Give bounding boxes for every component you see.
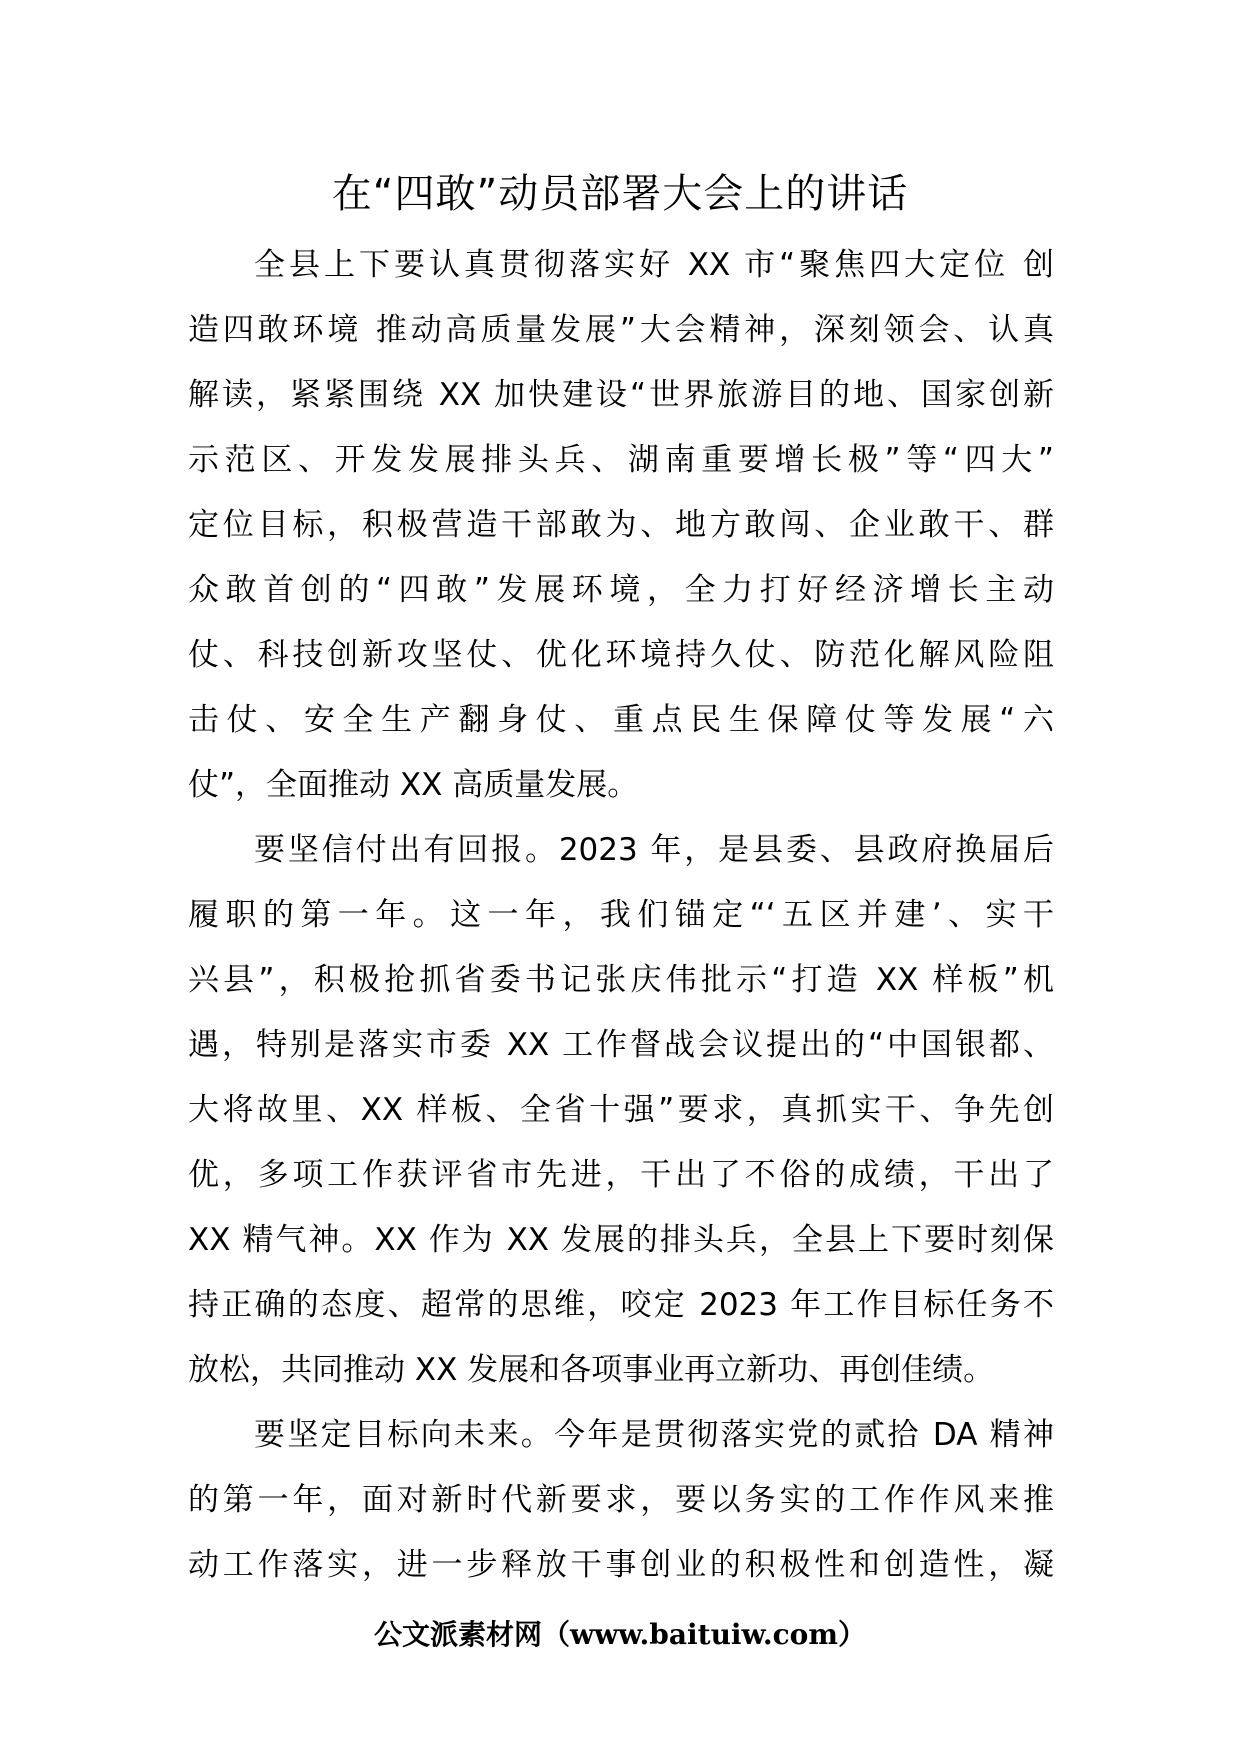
- text-line: 击仗、安全生产翻身仗、重点民生保障仗等发展“六: [188, 702, 1054, 738]
- footer-watermark: 公文派素材网（www.baituiw.com）: [374, 1618, 866, 1651]
- text-line: 的第一年，面对新时代新要求，要以务实的工作作风来推: [188, 1482, 1054, 1518]
- text-line: 放松，共同推动 XX 发展和各项事业再立新功、再创佳绩。: [188, 1352, 995, 1388]
- text-line: 动工作落实，进一步释放干事创业的积极性和创造性，凝: [188, 1547, 1054, 1583]
- text-line: 大将故里、XX 样板、全省十强”要求，真抓实干、争先创: [188, 1092, 1054, 1128]
- text-line: 优，多项工作获评省市先进，干出了不俗的成绩，干出了: [188, 1157, 1054, 1193]
- paragraph-3: [188, 1403, 1054, 1598]
- document-title: 在“四敢”动员部署大会上的讲话: [331, 171, 909, 217]
- text-line: 兴县”，积极抢抓省委书记张庆伟批示“打造 XX 样板”机: [188, 962, 1054, 998]
- text-line: 示范区、开发发展排头兵、湖南重要增长极”等“四大”: [188, 442, 1054, 478]
- text-line: 众敢首创的“四敢”发展环境，全力打好经济增长主动: [188, 572, 1054, 608]
- text-line: 履职的第一年。这一年，我们锚定“‘五区并建’、实干: [188, 897, 1054, 933]
- text-line: 仗、科技创新攻坚仗、优化环境持久仗、防范化解风险阻: [188, 637, 1054, 673]
- text-line: 解读，紧紧围绕 XX 加快建设“世界旅游目的地、国家创新: [188, 377, 1054, 413]
- text-line: 遇，特别是落实市委 XX 工作督战会议提出的“中国银都、: [188, 1027, 1054, 1063]
- text-line: 仗”，全面推动 XX 高质量发展。: [188, 767, 639, 803]
- text-line: 造四敢环境 推动高质量发展”大会精神，深刻领会、认真: [188, 312, 1054, 348]
- paragraph-1: [188, 233, 1054, 818]
- text-line: 要坚定目标向未来。今年是贯彻落实党的贰拾 DA 精神: [254, 1417, 1054, 1453]
- document-body: [188, 233, 1054, 1598]
- text-line: XX 精气神。XX 作为 XX 发展的排头兵，全县上下要时刻保: [188, 1222, 1054, 1258]
- paragraph-2: [188, 818, 1054, 1403]
- text-line: 定位目标，积极营造干部敢为、地方敢闯、企业敢干、群: [188, 507, 1054, 543]
- text-line: 持正确的态度、超常的思维，咬定 2023 年工作目标任务不: [188, 1287, 1054, 1323]
- text-line: 全县上下要认真贯彻落实好 XX 市“聚焦四大定位 创: [254, 247, 1054, 283]
- text-line: 要坚信付出有回报。2023 年，是县委、县政府换届后: [254, 832, 1054, 868]
